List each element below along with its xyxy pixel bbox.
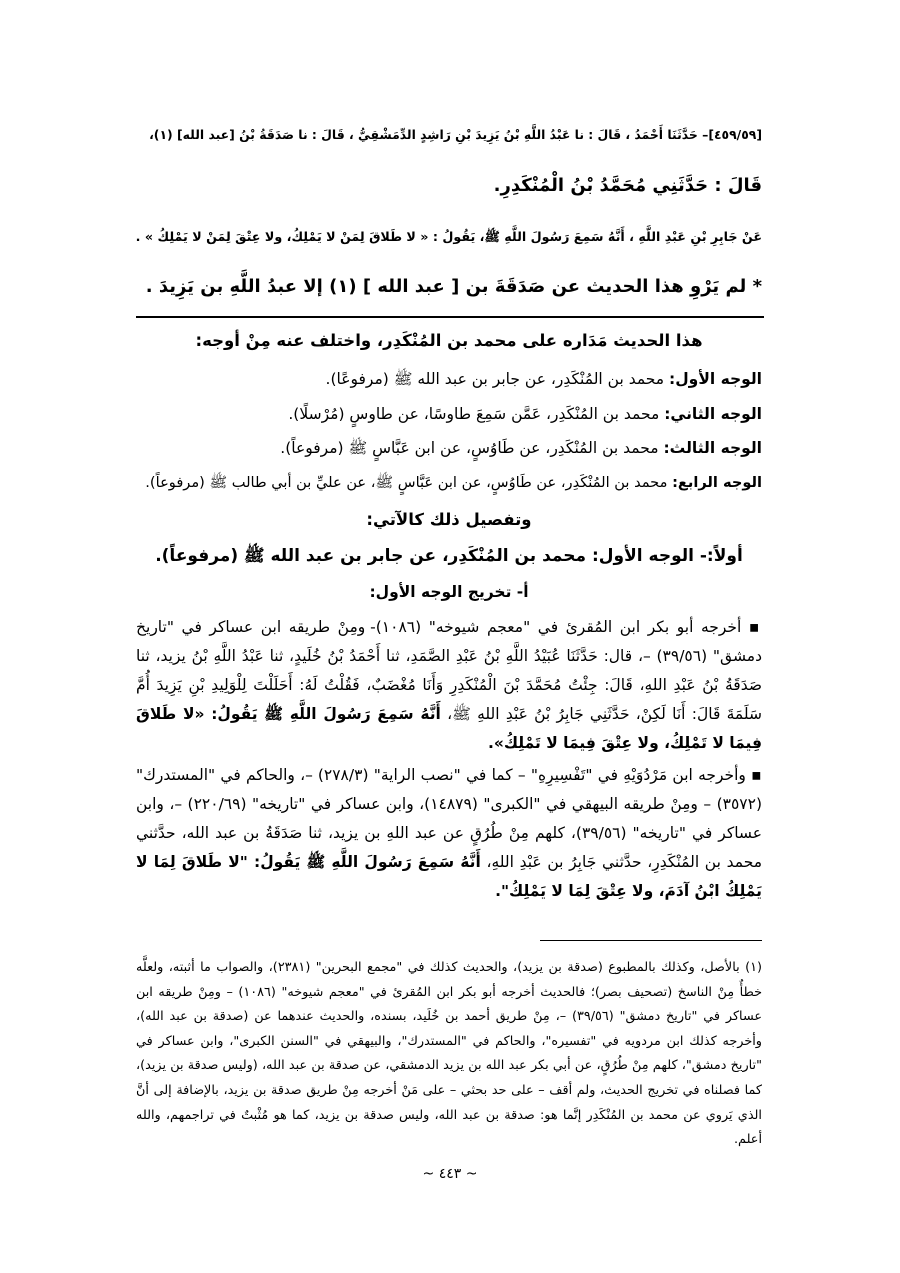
footnote: (١) بالأصل، وكذلك بالمطبوع (صدقة بن يزيد)، والحديث كذلك في "مجمع البحرين" (٢٣٨١)، والصواب ما أثبته، ولعلَّه خطأٌ مِنْ الناسخ (تصحيف بصر)؛ فالحديث أخرجه أبو بكر ابن المُقرئ في "معجم شيوخه" (١٠٨٦) – ومِنْ طريقه ابن عساكر في "تاريخ دمشق" (٣٩/٥٦) –، مِنْ طريق أحمد بن خُلَيد، بسنده، والحديث عندهما عن (صدقة بن عبد الله)، وأخرجه كذلك ابن مردويه في "تفسيره"، والحاكم في "المستدرك"، والبيهقي في "السنن الكبرى"، وابن عساكر في "تاريخ دمشق"، كلهم مِنْ طُرُقٍ، عن أبي بكر عبد الله بن يزيد الدمشقي، عن صدقة بن عبد الله، (وليس صدقة بن يزيد)، كما فصلناه في تخريج الحديث، ولم أقف – على حد بحثي – على مَنْ أخرجه مِنْ طريق صدقة بن يزيد، بالإضافة إلى أنَّ الذي يَروي عن محمد بن المُنْكَدِر إنَّما هو: صدقة بن عبد الله، وليس صدقة بن يزيد، كما هو مُثْبتٌ في تراجمهم، والله أعلم. [136,960,762,1148]
detail-heading: وتفصيل ذلك كالآتي: [366,510,532,529]
wajh-text: محمد بن المُنْكَدِر، عَمَّن سَمِعَ طاوسًا، عن طاوسٍ (مُرْسلًا). [288,405,665,423]
bullet-icon: ▪ [751,766,762,784]
wajh-label: الوجه الأول: [669,370,762,388]
paragraph-text: وأخرجه ابن مَرْدُوَيْهِ في "تَفْسِيرِهِ" – كما في "نصب الراية" (٢٧٨/٣) –، والحاكم في "المستدرك" (٣٥٧٢) – ومِنْ طريقه البيهقي في "الكبرى" (١٤٨٧٩)، وابن عساكر في "تاريخه" (٢٢٠/٦٩) –، وابن عساكر في "تاريخه" (٣٩/٥٦)، كلهم مِنْ طُرُقٍ عن عبد اللهِ بن يزيد، ثنا صَدَقَةُ بن عبد الله، حدَّثني محمد بن المُنْكَدِرِ، حدَّثني جَابِرُ بن عَبْدِ اللهِ، [136,766,763,871]
takhrij-subheading: أ- تخريج الوجه الأول: [369,583,529,601]
hadith-isnad-line-1: [٤٥٩/٥٩]– حَدَّثَنَا أَحْمَدُ ، قَالَ : نا عَبْدُ اللَّهِ بْنُ يَزِيدَ بْنِ رَاشِدٍ الدِّمَشْقِيُّ ، قَالَ : نا صَدَقَةُ بْنُ [عبد الله] (١)، [149,127,762,142]
wajh-item [136,364,762,394]
hadith-note: * لم يَرْوِ هذا الحديث عن صَدَقَةَ بن [ عبد الله ] (١) إلا عبدُ اللَّهِ بن يَزِيدَ . [145,276,762,297]
takhrij-paragraph-1 [136,613,762,758]
wajh-label: الوجه الثالث: [663,439,762,457]
hadith-matn: عَنْ جَابِرِ بْنِ عَبْدِ اللَّهِ ، أَنَّهُ سَمِعَ رَسُولَ اللَّهِ ﷺ، يَقُولُ : « لا طَلاقَ لِمَنْ لا يَمْلِكُ، ولا عِتْقَ لِمَنْ لا يَمْلِكُ » . [135,229,762,244]
hadith-isnad-line-2: قَالَ : حَدَّثَنِي مُحَمَّدُ بْنُ الْمُنْكَدِرِ. [493,175,762,196]
wajh-item [136,399,762,429]
wajh-label: الوجه الثاني: [664,405,762,423]
first-wajh-heading: أولاً:- الوجه الأول: محمد بن المُنْكَدِر، عن جابر بن عبد الله ﷺ (مرفوعاً). [155,546,743,566]
wajh-item [136,433,762,463]
wajh-item [136,468,762,498]
paragraph-matn: أَنَّهُ سَمِعَ رَسُولَ اللَّهِ ﷺ يَقُولُ: "لا طَلاقَ لِمَا لا يَمْلِكُ ابْنُ آدَمَ، ولا عِتْقَ لِمَا لا يَمْلِكُ". [136,853,762,900]
bullet-icon: ▪ [748,618,762,636]
wajh-text: محمد بن المُنْكَدِر، عن جابر بن عبد الله ﷺ (مرفوعًا). [325,370,670,388]
section-heading: هذا الحديث مَدَاره على محمد بن المُنْكَدِر، واختلف عنه مِنْ أوجه: [195,331,703,350]
wajh-text: محمد بن المُنْكَدِر، عن طَاوُسٍ، عن ابن عَبَّاسٍ ﷺ (مرفوعاً). [280,439,664,457]
wajh-text: محمد بن المُنْكَدِر، عن طَاوُسٍ، عن ابن عَبَّاسٍ ﷺ، عن عليِّ بن أبي طالب ﷺ (مرفوعاً). [145,474,673,491]
paragraph-matn: أَنَّهُ سَمِعَ رَسُولَ اللَّهِ ﷺ يَقُولُ: «لا طَلاقَ فِيمَا لا تَمْلِكُ، ولا عِتْقَ فِيمَا لا تَمْلِكُ». [136,705,762,752]
page-number: ~ ٤٤٣ ~ [422,1166,478,1182]
main-divider [136,316,764,318]
footnote-divider [540,940,762,941]
takhrij-paragraph-2 [136,761,762,906]
wajh-label: الوجه الرابع: [672,474,762,491]
paragraph-text: أخرجه أبو بكر ابن المُقرئ في "معجم شيوخه" (١٠٨٦)- ومِنْ طريقه ابن عساكر في "تاريخ دمشق" (٣٩/٥٦) –، قال: حَدَّثَنَا عُبَيْدُ اللَّهِ بْنُ عَبْدِ الصَّمَدِ، ثنا أَحْمَدُ بْنُ خُلَيدٍ، ثنا عَبْدُ اللَّهِ بْنُ يزيد، ثنا صَدَقَةُ بْنُ عَبْدِ اللهِ، قَالَ: جِئْتُ مُحَمَّدَ بْنَ الْمُنْكَدِرِ وَأَنَا مُغْضَبٌ، فَقُلْتُ لَهُ: أَحَلَلْتَ لِلْوَلِيدِ بْنِ يَزِيدَ أُمَّ سَلَمَةَ قَالَ: أَنَا لَكِنْ، حَدَّثَنِي جَابِرُ بْنُ عَبْدِ اللهِ ﷺ، [136,618,762,723]
